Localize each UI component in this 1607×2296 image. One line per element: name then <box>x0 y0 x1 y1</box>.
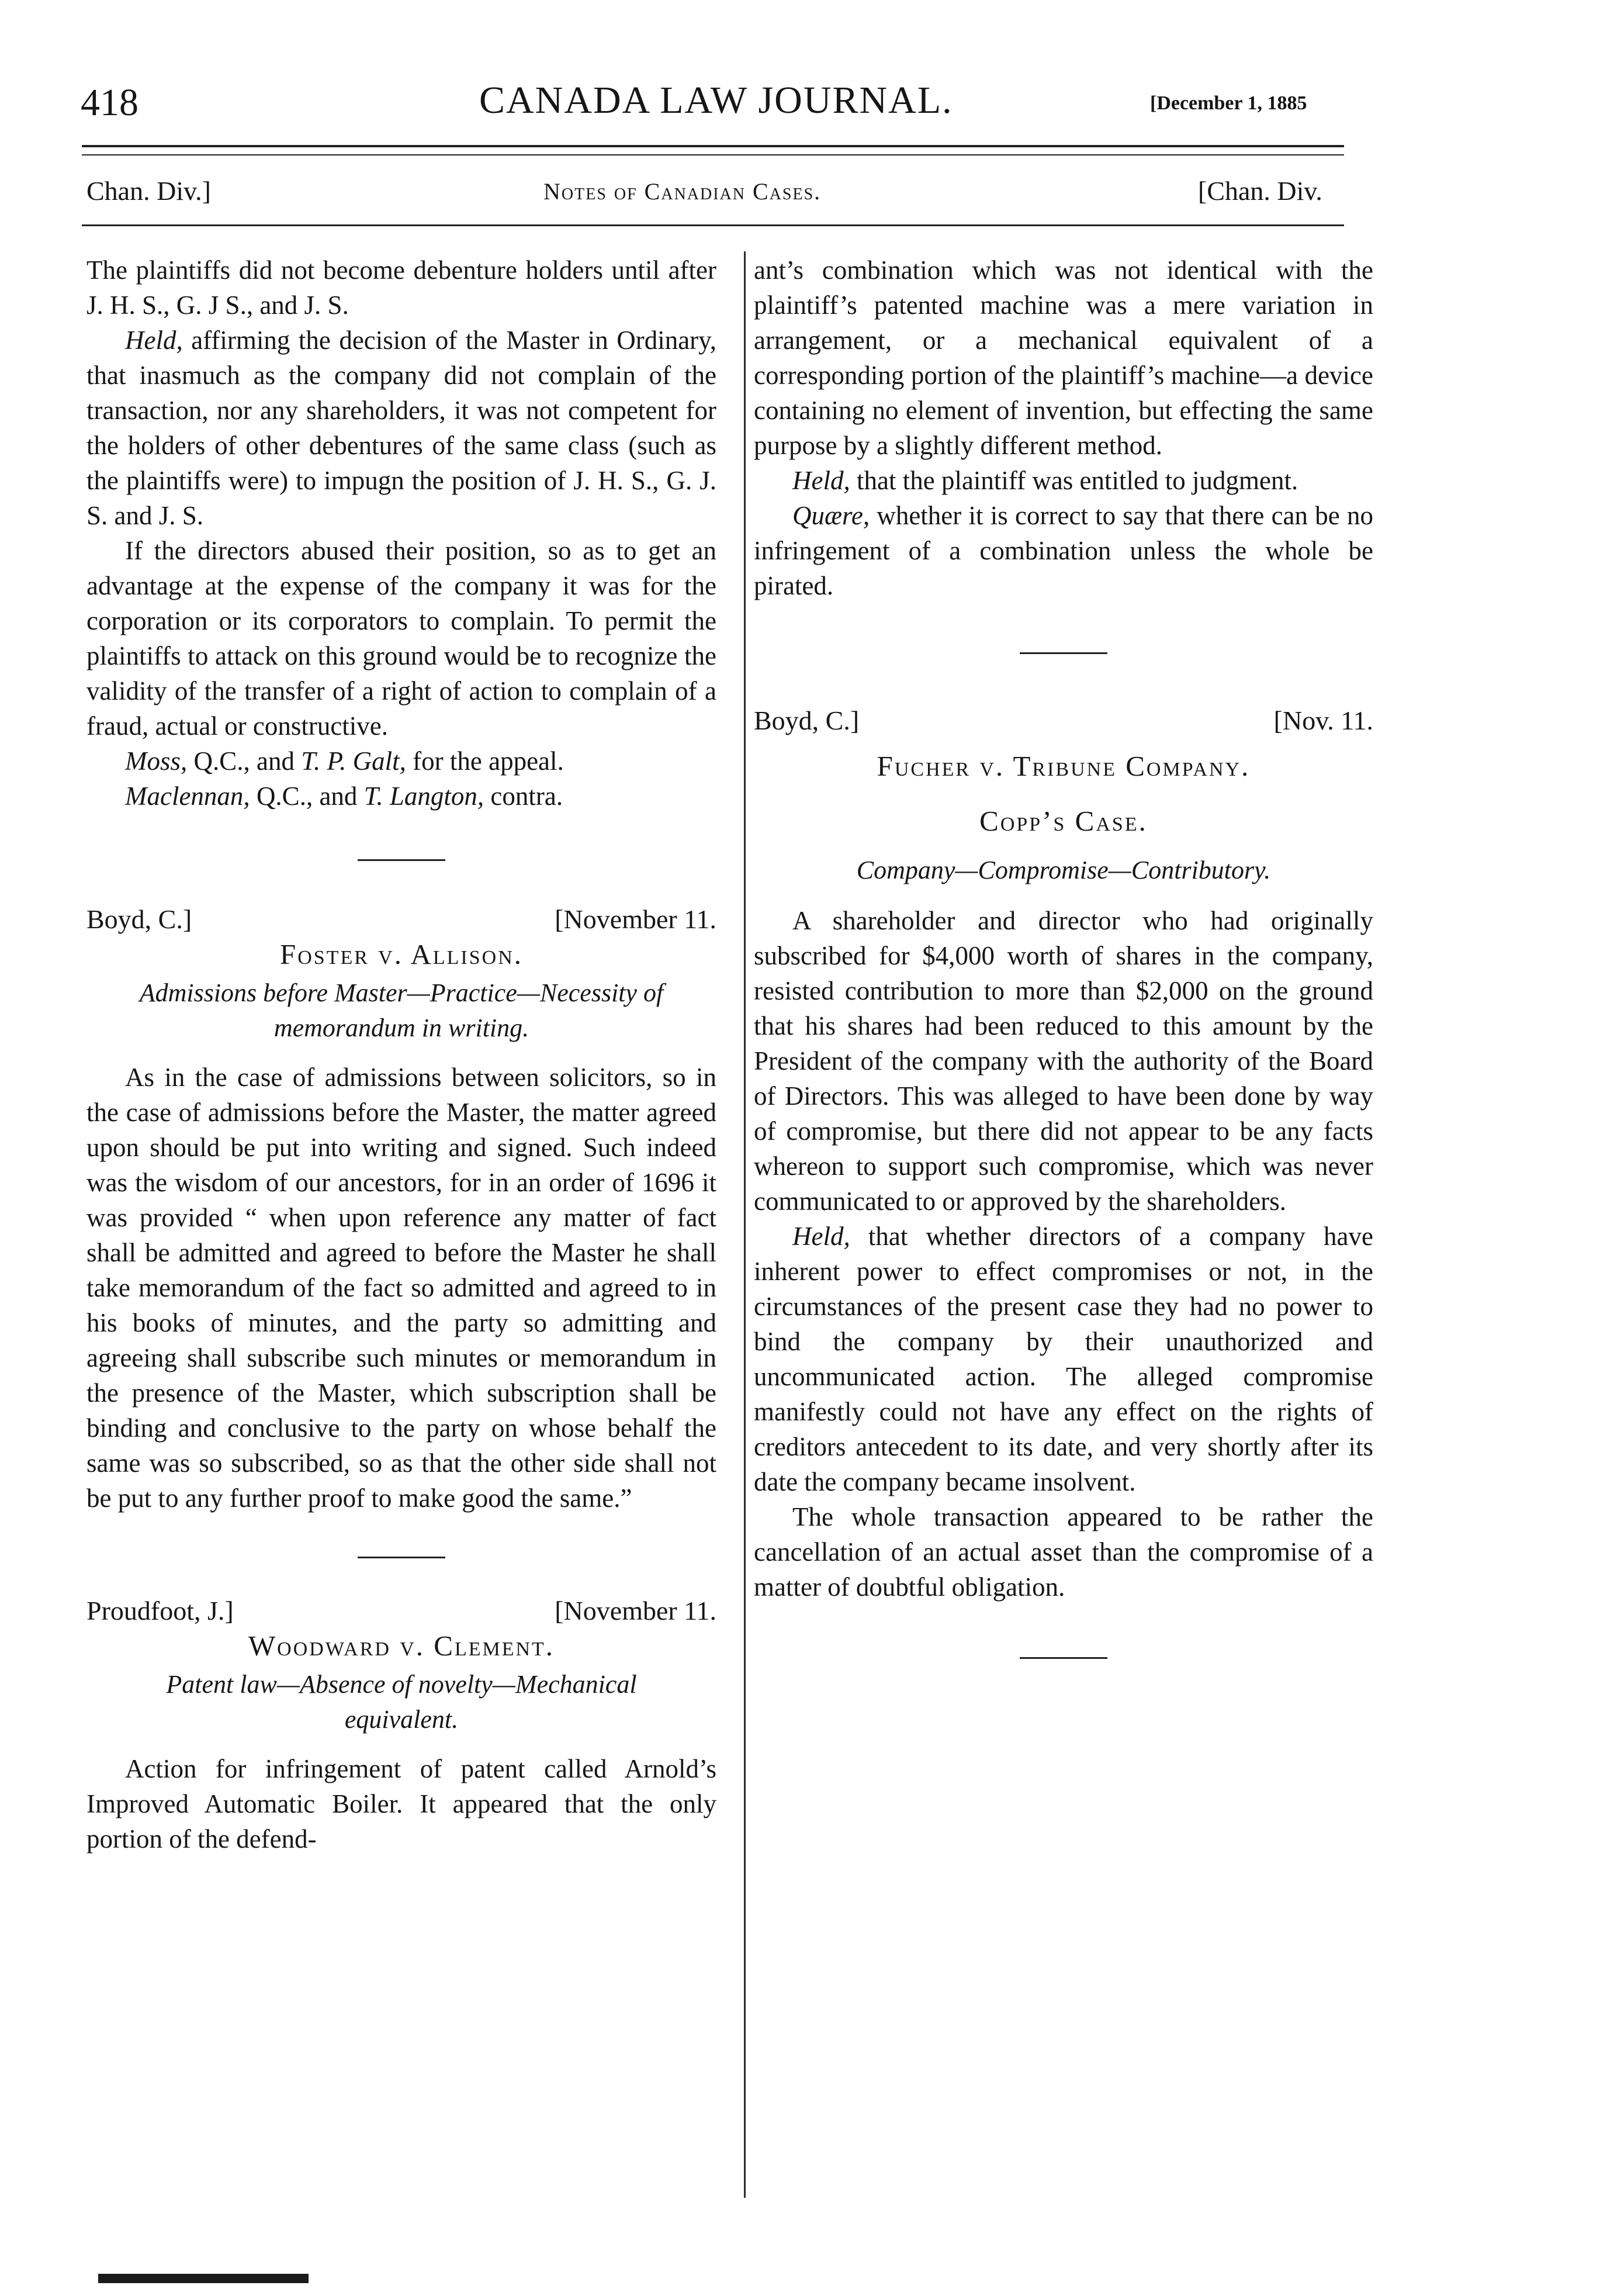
section-separator <box>1020 1657 1107 1659</box>
left-column <box>86 253 716 1856</box>
held-paragraph <box>754 1219 1373 1499</box>
held-text: affirming the decision of the Master in Ordinary, that inasmuch as the company did not complain of the transaction, nor any shareholders, it was not competent for the holders of other debentures of the same class (such as the plaintiffs were) to impugn the position of J. H. S., G. J. S. and J. S. <box>86 326 716 530</box>
paragraph: The whole transaction appeared to be rather the cancellation of an actual asset than the compromise of a matter of doubtful obligation. <box>754 1502 1373 1602</box>
right-column <box>754 253 1373 1659</box>
case-subtitle: Copp’s Case. <box>979 805 1148 837</box>
quaere-text: whether it is correct to say that there can be no infringement of a combination unless the whole be pirated. <box>754 501 1373 600</box>
counsel-text: Q.C., and <box>250 782 364 811</box>
division-label-right: [Chan. Div. <box>1198 176 1322 206</box>
judge-label: Boyd, C.] <box>86 904 192 934</box>
held-label: Held, <box>792 466 850 495</box>
case-foster-v-allison <box>86 902 716 1516</box>
held-text: that the plaintiff was entitled to judgment. <box>850 466 1298 495</box>
counsel-line <box>86 779 716 814</box>
header-rule-double <box>82 154 1344 155</box>
case-fucher-v-tribune <box>754 703 1373 1605</box>
counsel-name: Maclennan, <box>125 782 250 811</box>
counsel-name: Moss, <box>125 746 188 776</box>
section-separator <box>1020 652 1107 654</box>
counsel-name: T. Langton, <box>363 782 484 811</box>
counsel-line <box>86 744 716 779</box>
section-separator <box>358 859 445 861</box>
division-label-left: Chan. Div.] <box>86 176 211 206</box>
judge-label: Boyd, C.] <box>754 706 860 735</box>
case-subhead: Company—Compromise—Contributory. <box>856 856 1271 884</box>
decision-date: [November 11. <box>555 904 716 934</box>
judge-label: Proudfoot, J.] <box>86 1596 234 1626</box>
header-rule-bottom <box>82 224 1344 226</box>
section-title: Notes of Canadian Cases. <box>543 178 822 205</box>
held-label: Held, <box>792 1222 850 1251</box>
section-separator <box>358 1557 445 1558</box>
decision-date: [November 11. <box>555 1596 716 1626</box>
held-paragraph <box>754 463 1373 498</box>
paragraph: ant’s combination which was not identical with the plaintiff’s patented machine was a mere variation in arrangement, or a mechanical equivalent of a corresponding portion of the plaintiff’s machine—a device containing no element of invention, but effecting the same purpose by a slightly different method. <box>754 255 1373 460</box>
decision-date: [Nov. 11. <box>1273 706 1373 735</box>
paragraph: If the directors abused their position, so as to get an advantage at the expense of the company it was for the corporation or its corporators to complain. To permit the plaintiffs to attack on this ground would be to recognize the validity of the transfer of a right of action to complain of a fraud, actual or constructive. <box>86 536 716 741</box>
counsel-text: contra. <box>484 782 563 811</box>
continued-case-text <box>86 253 716 814</box>
column-divider <box>744 251 746 2198</box>
case-subhead: Patent law—Absence of novelty—Mechanical equivalent. <box>166 1670 637 1734</box>
paragraph: The plaintiffs did not become debenture holders until after J. H. S., G. J S., and J. S. <box>86 255 716 320</box>
court-line <box>754 703 1373 738</box>
header-rule-top <box>82 145 1344 147</box>
quaere-label: Quære, <box>792 501 870 530</box>
held-label: Held, <box>125 326 183 355</box>
case-title: Fucher v. Tribune Company. <box>877 750 1251 782</box>
case-subhead: Admissions before Master—Practice—Necessity of memorandum in writing. <box>139 978 664 1042</box>
continued-case-text <box>754 253 1373 603</box>
case-body: Action for infringement of patent called Arnold’s Improved Automatic Boiler. It appeared that the only portion of the defend- <box>86 1754 716 1854</box>
case-title: Woodward v. Clement. <box>248 1630 555 1662</box>
case-body: A shareholder and director who had originally subscribed for $4,000 worth of shares in the company, resisted contribution to more than $2,000 on the ground that his shares had been reduced to this amount by the President of the company with the authority of the Board of Directors. This was alleged to have been done by way of compromise, but there did not appear to be any facts whereon to support such compromise, which was never communicated to or approved by the shareholders. <box>754 906 1373 1216</box>
court-line <box>86 1593 716 1628</box>
case-title: Foster v. Allison. <box>279 938 524 970</box>
counsel-text: Q.C., and <box>187 746 302 776</box>
counsel-text: for the appeal. <box>406 746 564 776</box>
counsel-name: T. P. Galt, <box>301 746 406 776</box>
held-paragraph <box>86 323 716 533</box>
issue-date: [December 1, 1885 <box>1150 92 1307 114</box>
page-number: 418 <box>81 81 138 124</box>
case-body: As in the case of admissions between solicitors, so in the case of admissions before the Master, the matter agreed upon should be put into writing and signed. Such indeed was the wisdom of our ancestors, for in an order of 1696 it was provided “ when upon reference any matter of fact shall be admitted and agreed to before the Master he shall take memorandum of the fact so admitted and agreed to in his books of minutes, and the party so admitting and agreeing shall subscribe such minutes or memorandum in the presence of the Master, which subscription shall be binding and conclusive to the party on whose behalf the same was so subscribed, so as that the other side shall not be put to any further proof to make good the same.” <box>86 1063 716 1513</box>
case-woodward-v-clement <box>86 1593 716 1856</box>
held-text: that whether directors of a company have inherent power to effect compromises or not, in the circumstances of the present case they had no power to bind the company by their unauthorized and uncommunicated action. The alleged compromise manifestly could not have any effect on the rights of creditors antecedent to its date, and very shortly after its date the company became insolvent. <box>754 1222 1373 1496</box>
court-line <box>86 902 716 937</box>
quaere-paragraph <box>754 498 1373 603</box>
print-edge-mark <box>98 2274 309 2283</box>
journal-title: CANADA LAW JOURNAL. <box>479 79 953 122</box>
